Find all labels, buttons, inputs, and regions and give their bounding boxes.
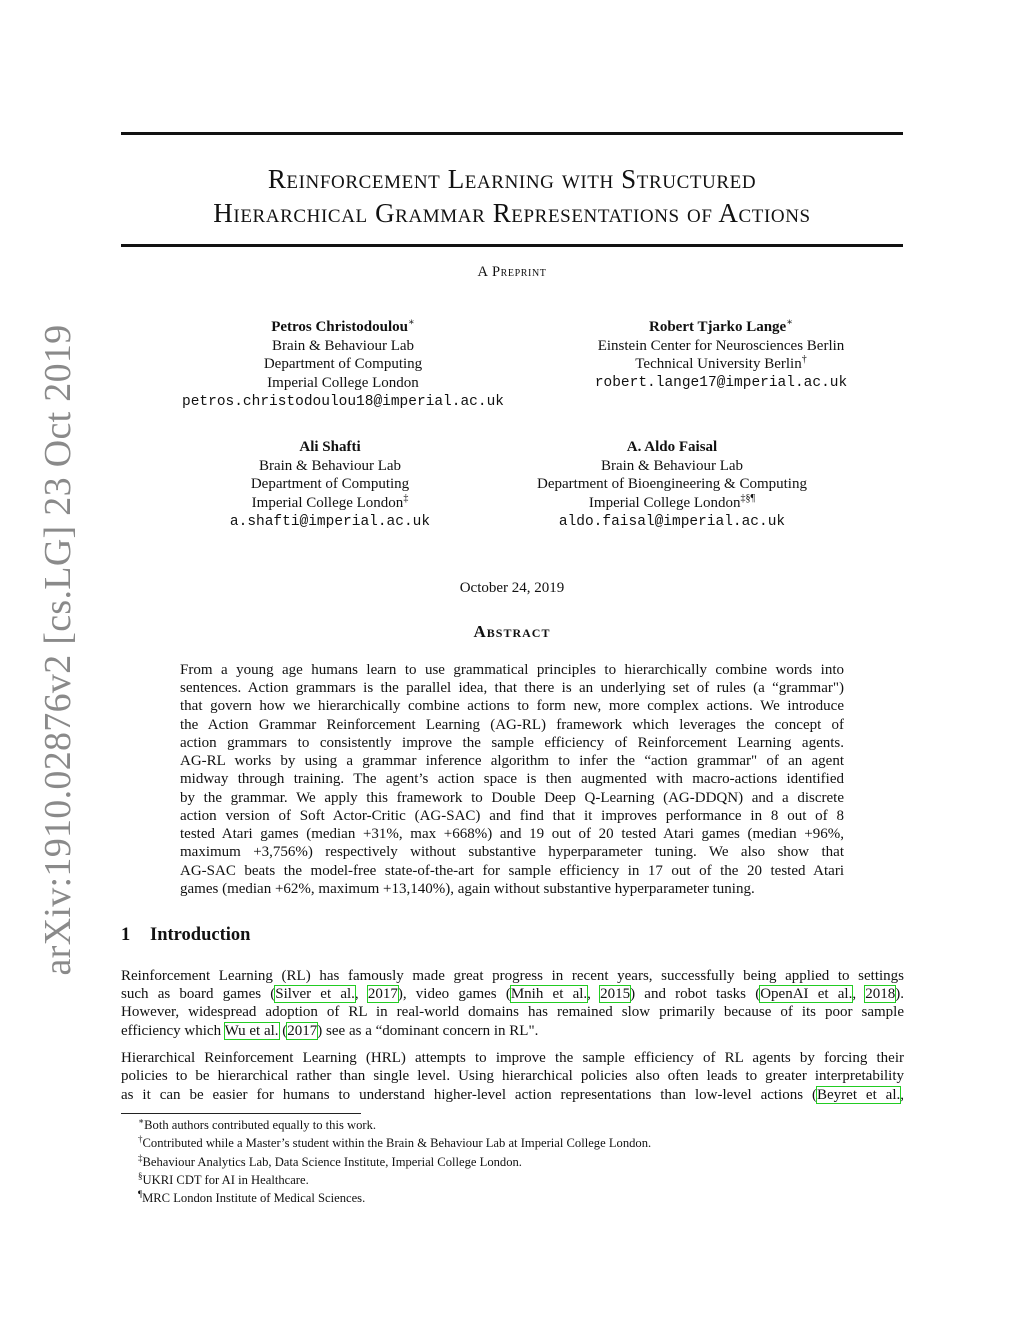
citation-link[interactable]: OpenAI et al. [760,986,853,1002]
footnote: ‡Behaviour Analytics Lab, Data Science Institute, Imperial College London. [138,1152,522,1169]
footnote-mark: ‡ [403,493,409,505]
author-affiliation: Einstein Center for Neurosciences Berlin [597,337,845,354]
author-affiliation: Technical University Berlin [635,356,802,373]
author-affiliation: Imperial College London [251,495,404,512]
body-line: efficiency which Wu et al. (2017) see as a “dominant concern in RL". [121,1023,539,1039]
body-line: policies to be hierarchical rather than single level. Using hierarchical policies also often leads to greater interpretability [121,1068,904,1084]
author-mark: ∗ [786,317,794,328]
abstract-line: AG-SAC beats the model-free state-of-the-art for sample efficiency in 17 out of the 20 tested Atari [180,863,844,879]
author-affiliation: Imperial College London [267,375,419,392]
section-title: Introduction [150,925,251,945]
citation-year-link[interactable]: 2017 [287,1023,318,1039]
abstract-line: by the grammar. We apply this framework to Double Deep Q-Learning (AG-DDQN) and a discrete [180,790,844,806]
author-email[interactable]: petros.christodoulou18@imperial.ac.uk [182,393,504,410]
abstract-line: AG-RL works by using a grammar inference algorithm to infer the “action grammar" of an agent [180,753,844,769]
abstract-line: action version of Soft Actor-Critic (AG-SAC) and find that it improves performance in 8 out of 8 [180,808,844,824]
author-block [180,438,480,532]
footnote: ¶MRC London Institute of Medical Sciences. [138,1188,366,1205]
abstract-line: tested Atari games (median +31%, max +668%) and 19 out of 20 tested Atari games (median +96%, [180,826,844,842]
author-email[interactable]: robert.lange17@imperial.ac.uk [594,375,848,392]
abstract-line: From a young age humans learn to use grammatical principles to hierarchically combine words into [180,662,844,678]
abstract-line: the Action Grammar Reinforcement Learning (AG-RL) framework which leverages the concept of [180,717,844,733]
paper-title-line-1: Reinforcement Learning with Structured [267,164,757,194]
author-email[interactable]: aldo.faisal@imperial.ac.uk [558,513,786,530]
preprint-label: A Preprint [477,264,547,280]
abstract-line: that govern how we hierarchically combine actions to form new, more complex actions. We introduce [180,698,844,714]
author-block [548,318,894,393]
abstract-heading: Abstract [473,622,551,641]
citation-link[interactable]: Mnih et al. [510,986,588,1002]
abstract-line: action grammars to consistently improve the sample efficiency of Reinforcement Learning agents. [180,735,844,751]
arxiv-stamp: arXiv:1910.02876v2 [cs.LG] 23 Oct 2019 [37,324,79,976]
author-affiliation: Department of Computing [263,356,423,373]
author-mark: ∗ [408,317,415,328]
author-affiliation: Brain & Behaviour Lab [271,337,415,354]
author-affiliation: Department of Computing [250,476,410,493]
citation-link[interactable]: Wu et al. [224,1023,279,1039]
author-name: A. Aldo Faisal [626,439,718,455]
footnote-mark: ‡§¶ [740,493,756,505]
abstract-line: midway through training. The agent’s action space is then augmented with macro-actions identified [180,771,844,787]
author-name: Ali Shafti [299,439,361,455]
body-line: Hierarchical Reinforcement Learning (HRL) attempts to improve the sample efficiency of RL agents by forcing their [121,1050,904,1066]
author-name: Petros Christodoulou [271,319,409,335]
citation-year-link[interactable]: 2017 [367,986,398,1002]
body-line: such as board games (Silver et al., 2017), video games (Mnih et al., 2015) and robot tasks (OpenAI et al., 2018). [121,986,905,1002]
body-line: However, widespread adoption of RL in real-world domains has remained slow primarily because of its poor sample [121,1004,904,1020]
author-affiliation: Department of Bioengineering & Computing [537,476,807,493]
footnote: †Contributed while a Master’s student within the Brain & Behaviour Lab at Imperial College London. [138,1133,652,1150]
citation-year-link[interactable]: 2018 [865,986,896,1002]
footnote-rule [121,1113,361,1114]
author-affiliation: Imperial College London [588,495,741,512]
footnote-mark: † [801,354,807,366]
title-rule-bottom [121,244,903,247]
paper-title-line-2: Hierarchical Grammar Representations of Actions [213,198,811,228]
citation-year-link[interactable]: 2015 [600,986,631,1002]
body-line: Reinforcement Learning (RL) has famously made great progress in recent years, successfully being applied to settings [121,968,904,984]
author-affiliation: Brain & Behaviour Lab [600,457,744,474]
citation-link[interactable]: Silver et al. [275,986,355,1002]
author-name: Robert Tjarko Lange [648,319,787,335]
footnote: ∗Both authors contributed equally to this work. [138,1115,377,1132]
author-affiliation: Brain & Behaviour Lab [258,457,402,474]
author-block [140,318,546,412]
citation-link[interactable]: Beyret et al. [817,1087,901,1103]
publication-date: October 24, 2019 [459,580,565,596]
body-line: as it can be easier for humans to understand higher-level action representations than low-level actions (Beyret et al., [121,1087,905,1103]
author-email[interactable]: a.shafti@imperial.ac.uk [229,513,431,530]
abstract-line: sentences. Action grammars is the parallel idea, that there is an underlying set of rules (a “grammar") [180,680,844,696]
section-heading [121,925,250,946]
abstract-line: maximum +3,756%) respectively without substantive hyperparameter tuning. We also show that [180,844,844,860]
title-rule-top [121,132,903,135]
section-number: 1 [121,925,131,945]
footnote: §UKRI CDT for AI in Healthcare. [138,1170,309,1187]
abstract-line: games (median +62%, maximum +13,140%), again without substantive hyperparameter tuning. [180,881,755,897]
author-block [492,438,852,532]
